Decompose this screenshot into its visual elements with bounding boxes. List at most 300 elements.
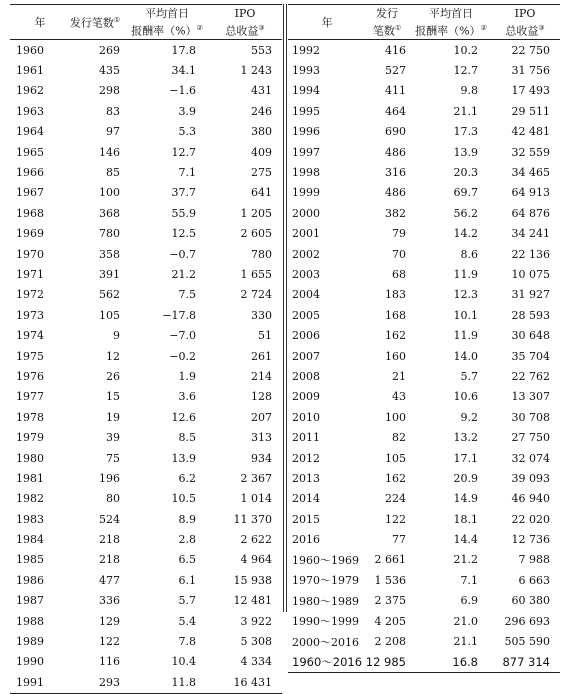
cell-ipo-proceeds: 13 307 (511, 390, 550, 404)
cell-first-day-return: 21.1 (453, 104, 478, 118)
cell-ipo-proceeds: 877 314 (490, 652, 560, 673)
cell-first-day-return: 21.2 (453, 553, 478, 567)
cell-year: 1987 (16, 594, 44, 608)
cell-year: 2003 (292, 267, 320, 281)
cell-ipo-proceeds: 30 708 (511, 410, 550, 424)
cell-ipo-proceeds: 409 (251, 145, 272, 159)
table-row (288, 224, 560, 244)
cell-issue-count: 293 (64, 672, 126, 693)
cell-year: 1964 (16, 125, 44, 139)
cell-ipo-proceeds: 15 938 (233, 573, 272, 587)
cell-issue-count: 26 (106, 369, 120, 383)
cell-issue-count: 224 (385, 492, 406, 506)
cell-first-day-return: 21.1 (453, 635, 478, 649)
cell-year: 1973 (16, 308, 44, 322)
cell-year: 1988 (16, 614, 44, 628)
cell-issue-count: 464 (385, 104, 406, 118)
cell-ipo-proceeds: 3 922 (240, 614, 272, 628)
cell-issue-count: 83 (106, 104, 120, 118)
cell-year: 1980 (16, 451, 44, 465)
cell-ipo-proceeds: 12 481 (233, 594, 272, 608)
table-row (10, 40, 282, 61)
cell-ipo-proceeds: 39 093 (511, 471, 550, 485)
cell-issue-count: 435 (99, 64, 120, 78)
cell-ipo-proceeds: 128 (251, 390, 272, 404)
cell-year: 1967 (16, 186, 44, 200)
cell-first-day-return: 16.8 (412, 652, 490, 673)
cell-first-day-return: 20.9 (453, 471, 478, 485)
cell-issue-count: 391 (99, 267, 120, 281)
cell-first-day-return: 7.5 (178, 288, 196, 302)
cell-year: 2010 (292, 410, 320, 424)
cell-issue-count: 160 (385, 349, 406, 363)
cell-first-day-return: 6.1 (178, 573, 196, 587)
cell-first-day-return: 14.0 (453, 349, 478, 363)
cell-year: 1960～1969 (292, 553, 359, 567)
table-row (288, 81, 560, 101)
cell-year: 1961 (16, 64, 44, 78)
cell-first-day-return: 10.4 (171, 655, 196, 669)
cell-ipo-proceeds: 4 334 (240, 655, 272, 669)
cell-issue-count: 15 (106, 390, 120, 404)
cell-first-day-return: 11.9 (453, 267, 478, 281)
cell-ipo-proceeds: 22 762 (511, 369, 550, 383)
cell-year: 2009 (292, 390, 320, 404)
table-row (288, 468, 560, 488)
cell-ipo-proceeds: 35 704 (511, 349, 550, 363)
table-row (10, 427, 282, 447)
cell-ipo-proceeds: 5 308 (240, 635, 272, 649)
cell-year: 1986 (16, 573, 44, 587)
cell-first-day-return: 17.8 (171, 43, 196, 57)
header-year: 年 (288, 5, 362, 40)
cell-year: 2016 (292, 533, 320, 547)
cell-year: 2013 (292, 471, 320, 485)
table-row (10, 489, 282, 509)
cell-ipo-proceeds: 10 075 (511, 267, 550, 281)
cell-ipo-proceeds: 34 241 (511, 227, 550, 241)
cell-first-day-return: 3.6 (178, 390, 196, 404)
table-row (10, 631, 282, 651)
cell-issue-count: 105 (385, 451, 406, 465)
cell-first-day-return: 11.8 (126, 672, 208, 693)
cell-year: 1978 (16, 410, 44, 424)
cell-first-day-return: −7.0 (169, 329, 196, 343)
cell-ipo-proceeds: 29 511 (511, 104, 550, 118)
table-row (288, 509, 560, 529)
cell-ipo-proceeds: 17 493 (511, 84, 550, 98)
column-divider-right (286, 4, 287, 612)
cell-ipo-proceeds: 64 913 (511, 186, 550, 200)
cell-ipo-proceeds: 22 750 (511, 43, 550, 57)
table-row (288, 101, 560, 121)
cell-ipo-proceeds: 31 756 (511, 64, 550, 78)
cell-issue-count: 196 (99, 471, 120, 485)
cell-issue-count: 70 (392, 247, 406, 261)
cell-issue-count: 269 (99, 43, 120, 57)
cell-issue-count: 68 (392, 267, 406, 281)
cell-ipo-proceeds: 780 (251, 247, 272, 261)
cell-ipo-proceeds: 51 (258, 329, 272, 343)
cell-ipo-proceeds: 1 243 (240, 64, 272, 78)
cell-year: 1977 (16, 390, 44, 404)
cell-first-day-return: 5.3 (178, 125, 196, 139)
cell-first-day-return: 1.9 (178, 369, 196, 383)
cell-first-day-return: 18.1 (453, 512, 478, 526)
cell-issue-count: 416 (385, 43, 406, 57)
cell-first-day-return: 12.3 (453, 288, 478, 302)
cell-issue-count: 21 (392, 369, 406, 383)
table-row (10, 183, 282, 203)
cell-year: 1975 (16, 349, 44, 363)
cell-year: 1970～1979 (292, 574, 359, 588)
cell-issue-count: 1 536 (374, 573, 406, 587)
cell-issue-count: 39 (106, 431, 120, 445)
header-ipo-proceeds: IPO 总收益③ (208, 5, 282, 40)
table-row (10, 224, 282, 244)
cell-issue-count: 358 (99, 247, 120, 261)
cell-issue-count: 486 (385, 186, 406, 200)
table-row (288, 122, 560, 142)
cell-ipo-proceeds: 214 (251, 369, 272, 383)
cell-first-day-return: 7.8 (178, 635, 196, 649)
cell-first-day-return: 12.6 (171, 410, 196, 424)
table-row (288, 183, 560, 203)
cell-year: 1983 (16, 512, 44, 526)
cell-issue-count: 116 (99, 655, 120, 669)
table-header-row (288, 5, 560, 40)
cell-year: 1985 (16, 553, 44, 567)
cell-issue-count: 122 (99, 635, 120, 649)
cell-year: 2014 (292, 492, 320, 506)
cell-ipo-proceeds: 16 431 (208, 672, 282, 693)
table-row (288, 325, 560, 345)
cell-issue-count: 2 208 (374, 635, 406, 649)
cell-first-day-return: 3.9 (178, 104, 196, 118)
cell-first-day-return: 21.0 (453, 614, 478, 628)
cell-issue-count: 218 (99, 533, 120, 547)
header-first-day-return: 平均首日 报酬率（%）② (126, 5, 208, 40)
table-row (10, 305, 282, 325)
table-row (10, 244, 282, 264)
table-header-row (10, 5, 282, 40)
cell-year: 1984 (16, 533, 44, 547)
cell-issue-count: 12 985 (362, 652, 412, 673)
cell-first-day-return: 8.5 (178, 431, 196, 445)
cell-first-day-return: 6.9 (460, 594, 478, 608)
cell-issue-count: 162 (385, 329, 406, 343)
cell-first-day-return: 2.8 (178, 533, 196, 547)
cell-year: 1991 (10, 672, 64, 693)
cell-first-day-return: 21.2 (171, 267, 196, 281)
cell-issue-count: 9 (113, 329, 120, 343)
table-row (288, 162, 560, 182)
table-row (10, 529, 282, 549)
cell-year: 1971 (16, 267, 44, 281)
header-issue-count: 发行笔数① (64, 5, 126, 40)
cell-first-day-return: 56.2 (453, 206, 478, 220)
cell-ipo-proceeds: 380 (251, 125, 272, 139)
header-year: 年 (10, 5, 64, 40)
cell-year: 2000～2016 (292, 635, 359, 649)
cell-issue-count: 19 (106, 410, 120, 424)
cell-first-day-return: −0.2 (169, 349, 196, 363)
table-row (10, 142, 282, 162)
cell-issue-count: 336 (99, 594, 120, 608)
cell-year: 1976 (16, 369, 44, 383)
cell-year: 1982 (16, 492, 44, 506)
cell-issue-count: 43 (392, 390, 406, 404)
cell-issue-count: 218 (99, 553, 120, 567)
cell-first-day-return: 10.2 (453, 43, 478, 57)
cell-ipo-proceeds: 2 622 (240, 533, 272, 547)
cell-issue-count: 477 (99, 573, 120, 587)
table-row (288, 366, 560, 386)
table-row (10, 448, 282, 468)
header-ipo-proceeds: IPO 总收益③ (490, 5, 560, 40)
cell-issue-count: 100 (385, 410, 406, 424)
cell-year: 1969 (16, 227, 44, 241)
table-row (288, 550, 560, 570)
cell-ipo-proceeds: 34 465 (511, 166, 550, 180)
ipo-table-right (288, 4, 560, 673)
cell-issue-count: 122 (385, 512, 406, 526)
cell-ipo-proceeds: 27 750 (511, 431, 550, 445)
cell-first-day-return: 37.7 (171, 186, 196, 200)
column-divider-left (283, 4, 284, 612)
table-row (288, 570, 560, 590)
cell-issue-count: 524 (99, 512, 120, 526)
cell-first-day-return: 5.4 (178, 614, 196, 628)
cell-year: 2006 (292, 329, 320, 343)
cell-ipo-proceeds: 30 648 (511, 329, 550, 343)
cell-issue-count: 129 (99, 614, 120, 628)
cell-issue-count: 82 (392, 431, 406, 445)
table-row (288, 40, 560, 61)
cell-issue-count: 382 (385, 206, 406, 220)
cell-first-day-return: 12.7 (171, 145, 196, 159)
header-first-day-return: 平均首日 报酬率（%）② (412, 5, 490, 40)
cell-ipo-proceeds: 553 (251, 43, 272, 57)
cell-year: 1970 (16, 247, 44, 261)
table-row (288, 387, 560, 407)
cell-first-day-return: 14.4 (453, 533, 478, 547)
cell-ipo-proceeds: 246 (251, 104, 272, 118)
table-row (288, 631, 560, 651)
table-row (288, 305, 560, 325)
cell-ipo-proceeds: 22 020 (511, 512, 550, 526)
table-row (10, 60, 282, 80)
cell-year: 1995 (292, 104, 320, 118)
table-row (288, 264, 560, 284)
table-row (10, 652, 282, 672)
table-row (10, 591, 282, 611)
cell-year: 1960 (16, 43, 44, 57)
cell-year: 1960～2016 (288, 652, 362, 673)
cell-first-day-return: 55.9 (171, 206, 196, 220)
cell-year: 1968 (16, 206, 44, 220)
cell-ipo-proceeds: 7 988 (518, 553, 550, 567)
cell-year: 1994 (292, 84, 320, 98)
cell-ipo-proceeds: 32 559 (511, 145, 550, 159)
cell-year: 1979 (16, 431, 44, 445)
table-row (10, 407, 282, 427)
cell-year: 1974 (16, 329, 44, 343)
table-row (288, 427, 560, 447)
cell-ipo-proceeds: 28 593 (511, 308, 550, 322)
table-row (10, 550, 282, 570)
cell-issue-count: 183 (385, 288, 406, 302)
cell-first-day-return: 17.1 (453, 451, 478, 465)
cell-first-day-return: −1.6 (169, 84, 196, 98)
cell-year: 2012 (292, 451, 320, 465)
cell-ipo-proceeds: 2 367 (240, 471, 272, 485)
cell-issue-count: 368 (99, 206, 120, 220)
cell-issue-count: 105 (99, 308, 120, 322)
cell-ipo-proceeds: 207 (251, 410, 272, 424)
table-row (288, 489, 560, 509)
table-row (10, 122, 282, 142)
cell-year: 1993 (292, 64, 320, 78)
cell-year: 1998 (292, 166, 320, 180)
cell-year: 1965 (16, 145, 44, 159)
cell-issue-count: 85 (106, 166, 120, 180)
cell-first-day-return: 6.5 (178, 553, 196, 567)
cell-year: 2007 (292, 349, 320, 363)
cell-issue-count: 2 661 (374, 553, 406, 567)
table-row (288, 60, 560, 80)
table-row (10, 101, 282, 121)
left-table-panel (10, 4, 282, 694)
cell-year: 1980～1989 (292, 594, 359, 608)
cell-year: 2005 (292, 308, 320, 322)
cell-ipo-proceeds: 1 014 (240, 492, 272, 506)
cell-issue-count: 79 (392, 227, 406, 241)
cell-first-day-return: 14.2 (453, 227, 478, 241)
cell-ipo-proceeds: 431 (251, 84, 272, 98)
cell-ipo-proceeds: 4 964 (240, 553, 272, 567)
cell-year: 1990～1999 (292, 615, 359, 629)
cell-first-day-return: 10.5 (171, 492, 196, 506)
table-row (288, 652, 560, 673)
cell-first-day-return: 34.1 (171, 64, 196, 78)
cell-ipo-proceeds: 64 876 (511, 206, 550, 220)
cell-year: 2002 (292, 247, 320, 261)
cell-issue-count: 4 205 (374, 614, 406, 628)
cell-issue-count: 77 (392, 533, 406, 547)
cell-issue-count: 411 (385, 84, 406, 98)
cell-first-day-return: 14.9 (453, 492, 478, 506)
ipo-table-left (10, 4, 282, 694)
cell-ipo-proceeds: 31 927 (511, 288, 550, 302)
cell-issue-count: 780 (99, 227, 120, 241)
cell-year: 1989 (16, 635, 44, 649)
cell-issue-count: 12 (106, 349, 120, 363)
cell-first-day-return: 12.5 (171, 227, 196, 241)
table-row (10, 509, 282, 529)
cell-first-day-return: 8.6 (460, 247, 478, 261)
cell-issue-count: 562 (99, 288, 120, 302)
cell-ipo-proceeds: 313 (251, 431, 272, 445)
cell-ipo-proceeds: 11 370 (233, 512, 272, 526)
cell-year: 1992 (292, 43, 320, 57)
cell-issue-count: 100 (99, 186, 120, 200)
table-row (288, 142, 560, 162)
cell-first-day-return: 13.2 (453, 431, 478, 445)
table-row (10, 285, 282, 305)
cell-ipo-proceeds: 6 663 (518, 573, 550, 587)
table-row (10, 387, 282, 407)
cell-first-day-return: 8.9 (178, 512, 196, 526)
cell-first-day-return: 7.1 (178, 166, 196, 180)
cell-issue-count: 168 (385, 308, 406, 322)
cell-issue-count: 486 (385, 145, 406, 159)
cell-ipo-proceeds: 1 655 (240, 267, 272, 281)
cell-issue-count: 75 (106, 451, 120, 465)
cell-ipo-proceeds: 641 (251, 186, 272, 200)
cell-first-day-return: 6.2 (178, 471, 196, 485)
cell-issue-count: 146 (99, 145, 120, 159)
cell-issue-count: 80 (106, 492, 120, 506)
table-row (288, 529, 560, 549)
cell-ipo-proceeds: 505 590 (504, 635, 550, 649)
table-row (288, 591, 560, 611)
cell-first-day-return: 9.2 (460, 410, 478, 424)
cell-ipo-proceeds: 12 736 (511, 533, 550, 547)
cell-year: 1990 (16, 655, 44, 669)
header-issue-count: 发行 笔数① (362, 5, 412, 40)
cell-ipo-proceeds: 60 380 (511, 594, 550, 608)
table-body-left (10, 40, 282, 694)
cell-ipo-proceeds: 32 074 (511, 451, 550, 465)
table-row (10, 264, 282, 284)
cell-issue-count: 97 (106, 125, 120, 139)
cell-issue-count: 690 (385, 125, 406, 139)
table-row (10, 468, 282, 488)
table-row (10, 203, 282, 223)
cell-year: 1999 (292, 186, 320, 200)
table-row (10, 346, 282, 366)
cell-year: 2000 (292, 206, 320, 220)
table-row (288, 285, 560, 305)
cell-year: 1997 (292, 145, 320, 159)
cell-first-day-return: 7.1 (460, 573, 478, 587)
cell-ipo-proceeds: 2 724 (240, 288, 272, 302)
cell-year: 1962 (16, 84, 44, 98)
table-row (10, 81, 282, 101)
cell-year: 2001 (292, 227, 320, 241)
cell-issue-count: 2 375 (374, 594, 406, 608)
cell-first-day-return: 10.1 (453, 308, 478, 322)
cell-ipo-proceeds: 2 605 (240, 227, 272, 241)
cell-year: 1972 (16, 288, 44, 302)
cell-ipo-proceeds: 934 (251, 451, 272, 465)
table-body-right (288, 40, 560, 673)
cell-first-day-return: 20.3 (453, 166, 478, 180)
cell-first-day-return: −0.7 (169, 247, 196, 261)
table-row (10, 325, 282, 345)
cell-ipo-proceeds: 275 (251, 166, 272, 180)
cell-ipo-proceeds: 261 (251, 349, 272, 363)
cell-year: 2008 (292, 369, 320, 383)
cell-year: 1963 (16, 104, 44, 118)
cell-ipo-proceeds: 330 (251, 308, 272, 322)
cell-first-day-return: −17.8 (162, 308, 196, 322)
table-row (288, 203, 560, 223)
cell-year: 1981 (16, 471, 44, 485)
cell-first-day-return: 9.8 (460, 84, 478, 98)
cell-first-day-return: 11.9 (453, 329, 478, 343)
